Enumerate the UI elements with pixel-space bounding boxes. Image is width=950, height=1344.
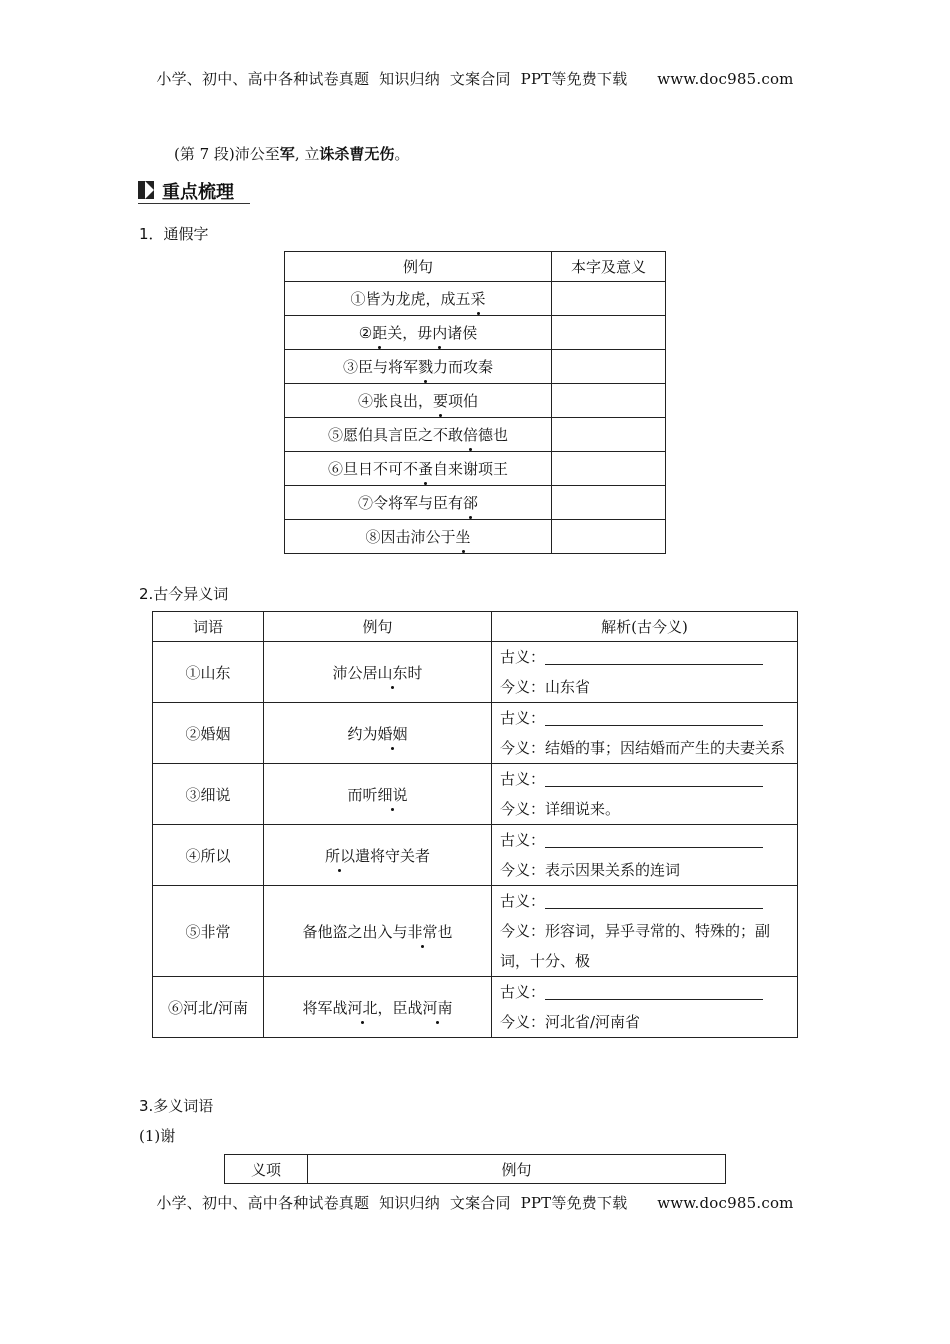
dotted-char: 婚姻	[377, 724, 408, 743]
dotted-char: 郤	[463, 494, 479, 512]
s3-heading: 3.多义词语	[139, 1097, 214, 1115]
t1-example: ②距关，毋内诸侯	[285, 316, 552, 350]
dotted-char: 细说	[377, 785, 408, 804]
t2-analysis	[492, 886, 798, 977]
dotted-char: 戮	[417, 358, 433, 376]
t2-gu-line[interactable]: 古义：	[500, 764, 789, 794]
table-row	[285, 520, 666, 554]
table-row	[285, 452, 666, 486]
t1-header-example: 例句	[285, 252, 552, 282]
t1-answer-cell[interactable]	[552, 350, 666, 384]
t2-analysis	[492, 703, 798, 764]
t1-answer-cell[interactable]	[552, 384, 666, 418]
t2-example: 约为婚姻	[264, 703, 492, 764]
t1-example: ③臣与将军戮力而攻秦	[285, 350, 552, 384]
table-row	[153, 825, 798, 886]
t2-jin-line: 今义：详细说来。	[500, 800, 621, 818]
table-row	[285, 282, 666, 316]
t2-gu-line[interactable]: 古义：	[500, 825, 789, 855]
t2-word: ①山东	[153, 642, 264, 703]
page-header: 小学、初中、高中各种试卷真题 知识归纳 文案合同 PPT等免费下载 www.doc985.com	[156, 70, 794, 88]
t1-answer-cell[interactable]	[552, 486, 666, 520]
t2-jin-line: 今义：结婚的事；因结婚而产生的夫妻关系	[500, 739, 786, 757]
answer-blank[interactable]	[545, 713, 763, 726]
dotted-char: 距	[372, 324, 388, 342]
table-row	[285, 384, 666, 418]
t1-example: ①皆为龙虎，成五采	[285, 282, 552, 316]
intro-line	[174, 143, 409, 164]
t1-example: ⑧因击沛公于坐	[285, 520, 552, 554]
table-row	[153, 703, 798, 764]
dotted-char: 非常	[407, 922, 438, 941]
t1-example: ⑤愿伯具言臣之不敢倍德也	[285, 418, 552, 452]
answer-blank[interactable]	[545, 652, 763, 665]
t1-example: ⑥旦日不可不蚤自来谢项王	[285, 452, 552, 486]
table-row	[153, 642, 798, 703]
t1-answer-cell[interactable]	[552, 418, 666, 452]
t2-jin-line: 今义：表示因果关系的连词	[500, 861, 681, 879]
intro-word-zhusha: 诛杀	[319, 145, 350, 163]
t2-example: 所以遣将守关者	[264, 825, 492, 886]
dotted-char: 所以	[324, 846, 355, 865]
duoyi-table	[224, 1154, 726, 1184]
t2-gu-line[interactable]: 古义：	[500, 886, 789, 916]
t2-jin-line: 今义：山东省	[500, 678, 591, 696]
tongjiazi-table	[284, 251, 666, 554]
s2-heading: 2.古今异义词	[139, 585, 229, 603]
intro-mid: , 立	[294, 145, 320, 163]
t2-gu-line[interactable]: 古义：	[500, 703, 789, 733]
section-banner	[138, 176, 250, 204]
t1-example: ⑦令将军与臣有郤	[285, 486, 552, 520]
table-row	[153, 764, 798, 825]
t1-example: ④张良出，要项伯	[285, 384, 552, 418]
table-row	[285, 350, 666, 384]
t2-gu-line[interactable]: 古义：	[500, 642, 789, 672]
dotted-char: 倍	[462, 426, 478, 444]
table-row	[153, 977, 798, 1038]
intro-end: 。	[394, 145, 410, 163]
t3-header-example: 例句	[308, 1155, 726, 1184]
section-arrow-icon	[138, 181, 154, 199]
table-row	[153, 886, 798, 977]
intro-word-caowushang: 曹无伤	[349, 145, 395, 163]
section-title: 重点梳理	[162, 182, 234, 203]
dotted-char: 蚤	[417, 460, 433, 478]
t2-word: ⑤非常	[153, 886, 264, 977]
t2-example: 沛公居山东时	[264, 642, 492, 703]
t2-analysis	[492, 977, 798, 1038]
t2-word: ④所以	[153, 825, 264, 886]
dotted-char: 采	[470, 290, 486, 308]
table-row	[285, 486, 666, 520]
t2-example: 而听细说	[264, 764, 492, 825]
dotted-char: 要	[432, 392, 448, 410]
t2-analysis	[492, 825, 798, 886]
t1-header-meaning: 本字及意义	[552, 252, 666, 282]
table-row	[285, 316, 666, 350]
t1-answer-cell[interactable]	[552, 452, 666, 486]
dotted-char: 河南	[422, 998, 453, 1017]
t2-example: 备他盗之出入与非常也	[264, 886, 492, 977]
dotted-char: 内	[432, 324, 448, 342]
t2-gu-line[interactable]: 古义：	[500, 977, 789, 1007]
dotted-char: 坐	[455, 528, 471, 546]
t1-answer-cell[interactable]	[552, 520, 666, 554]
t2-word: ③细说	[153, 764, 264, 825]
t2-word: ②婚姻	[153, 703, 264, 764]
t2-header-analysis: 解析(古今义)	[492, 612, 798, 642]
answer-blank[interactable]	[545, 987, 763, 1000]
t2-word: ⑥河北/河南	[153, 977, 264, 1038]
t3-header-sense: 义项	[225, 1155, 308, 1184]
section-underline	[138, 203, 250, 204]
dotted-char: 山东	[377, 663, 408, 682]
gujinyiyi-table	[152, 611, 798, 1038]
intro-prefix: (第 7 段)沛公至	[174, 145, 280, 163]
t2-analysis	[492, 642, 798, 703]
answer-blank[interactable]	[545, 835, 763, 848]
t2-example: 将军战河北，臣战河南	[264, 977, 492, 1038]
t2-header-word: 词语	[153, 612, 264, 642]
answer-blank[interactable]	[545, 896, 763, 909]
dotted-char: 河北	[347, 998, 378, 1017]
t2-header-example: 例句	[264, 612, 492, 642]
table-row	[285, 418, 666, 452]
t2-jin-line: 今义：形容词，异乎寻常的、特殊的；副词，十分、极	[500, 922, 771, 970]
s3-subheading: (1)谢	[139, 1127, 176, 1145]
t1-answer-cell[interactable]	[552, 316, 666, 350]
s1-heading: 1．通假字	[139, 225, 209, 243]
page-footer: 小学、初中、高中各种试卷真题 知识归纳 文案合同 PPT等免费下载 www.doc985.com	[156, 1194, 794, 1212]
t2-analysis	[492, 764, 798, 825]
t2-jin-line: 今义：河北省/河南省	[500, 1013, 641, 1031]
answer-blank[interactable]	[545, 774, 763, 787]
t1-answer-cell[interactable]	[552, 282, 666, 316]
intro-word-jun: 军	[279, 145, 295, 163]
